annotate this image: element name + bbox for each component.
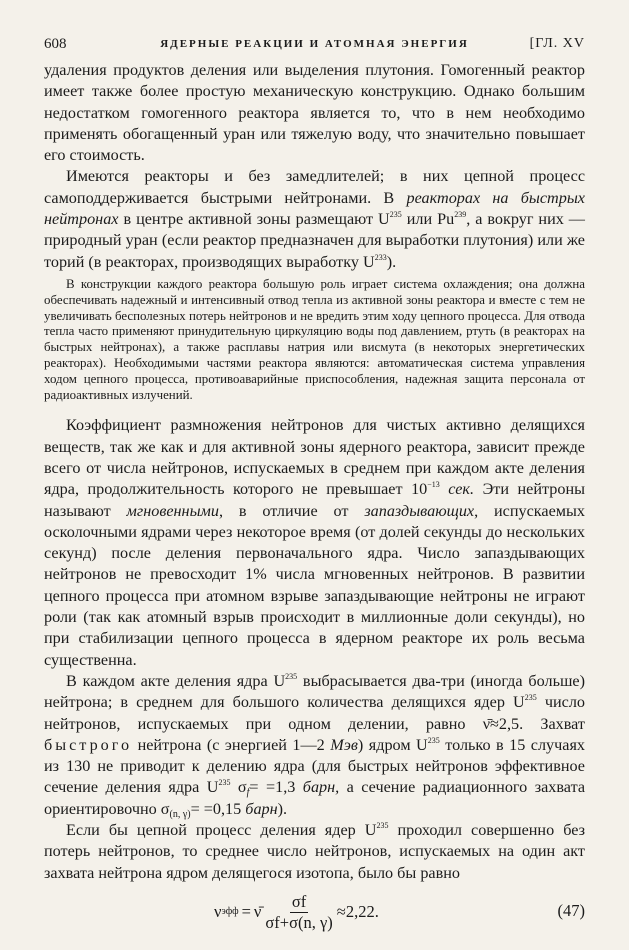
equation-number: (47): [557, 900, 585, 920]
small-print-note: В конструкции каждого реактора большую роль играет система охлаждения; она должна обеспечивать надежный и интенсивный отвод тепла из активной зоны реактора и вместе с тем не увеличивать бесполезных потерь нейтронов и не вредить этим ходу цепного процесса. Для отвода тепла часто применяют принудительную циркуляцию воды под давлением, ртуть (в реакторах на быстрых нейтронах), а также расплавы натрия или висмута (в некоторых энергетических реакторах). Необходимыми частями реактора являются: автоматическая система управления ходом цепного процесса, противоаварийные приспособления, надежная защита персонала от радиоактивных излучений.: [44, 276, 585, 402]
equation-numerator: σf: [291, 891, 307, 911]
term-delayed: запаздывающих: [364, 501, 475, 520]
term-fast-reactors: реакторах на быстрых нейтронах: [44, 188, 585, 229]
paragraph-3: Коэффициент размножения нейтронов для чистых активно делящихся веществ, так же как и для активной зоны ядерного реактора, зависит прежде всего от числа нейтронов, испускаемых в среднем при каждом акте деления ядра, продолжительность которого не превышает $10^{-13}$ сек. Эти нейтроны называют мгновенными, в отличие от запаздывающих, испускаемых осколочными ядрами через некоторое время (от долей секунды до нескольких секунд) после деления первоначального ядра. Число запаздывающих нейтронов не превосходит 1% числа мгновенных нейтронов. В развитии цепного процесса при атомном взрыве запаздывающие нейтроны не играют роли (так как атомный взрыв происходит в миллионные доли секунды), но при стабилизации цепного процесса в ядерном реакторе их роль весьма существенна.: [44, 416, 585, 669]
equation-fraction: [265, 892, 332, 933]
equation-denominator: σf+σ(n, γ): [265, 912, 333, 932]
chapter-label: [ГЛ. XV: [529, 36, 585, 51]
paragraph-2: Имеются реакторы и без замедлителей; в них цепной процесс самоподдерживается быстрыми нейтронами. В реакторах на быстрых нейтронах в центре активной зоны размещают $U^{235}$ или Pu$^{239}$, а вокруг них — природный уран (если реактор предназначен для выработки плутония) или же торий (в реакторах, производящих выработку $U^{233}$).: [44, 167, 585, 271]
main-text: [44, 60, 585, 884]
paragraph-1: удаления продуктов деления или выделения плутония. Гомогенный реактор имеет также более простую механическую конструкцию. Однако большим недостатком гомогенного реактора является то, что в нем необходимо применять обогащенный уран или тяжелую воду, что значительно повышает его стоимость.: [44, 61, 585, 165]
paragraph-4: В каждом акте деления ядра $U^{235}$ выбрасывается два-три (иногда больше) нейтрона; в среднем для большого количества делящихся ядер $U^{235}$ число нейтронов, испускаемых при одном делении, равно ν̄≈2,5. Захват быстрого нейтрона (с энергией 1—2 Мэв) ядром $U^{235}$ только в 15 случаях из 130 не приводит к делению ядра (для быстрых нейтронов эффективное сечение деления ядра $U^{235}$ $\sigma_f= =1,3$ барн, а сечение радиационного захвата ориентировочно $\sigma_{(n, \gamma)}= =0,15$ барн).: [44, 671, 586, 820]
page-number: 608: [44, 36, 67, 52]
equation-47: [44, 888, 585, 938]
paragraph-5: Если бы цепной процесс деления ядер $U^{235}$ проходил совершенно без потерь нейтронов, то среднее число нейтронов, испускаемых на один акт захвата нейтрона ядром делящегося изотопа, было бы равно: [44, 820, 585, 882]
running-title: ЯДЕРНЫЕ РЕАКЦИИ И АТОМНАЯ ЭНЕРГИЯ: [160, 38, 469, 50]
term-prompt: мгновенными: [126, 501, 219, 520]
equation-body: ν эфф = ν̄ $\frac{\sigma f}{\sigma f+\sigma(n, \gamma)}$ ≈2,22.: [214, 891, 379, 932]
page-header: [44, 36, 585, 60]
